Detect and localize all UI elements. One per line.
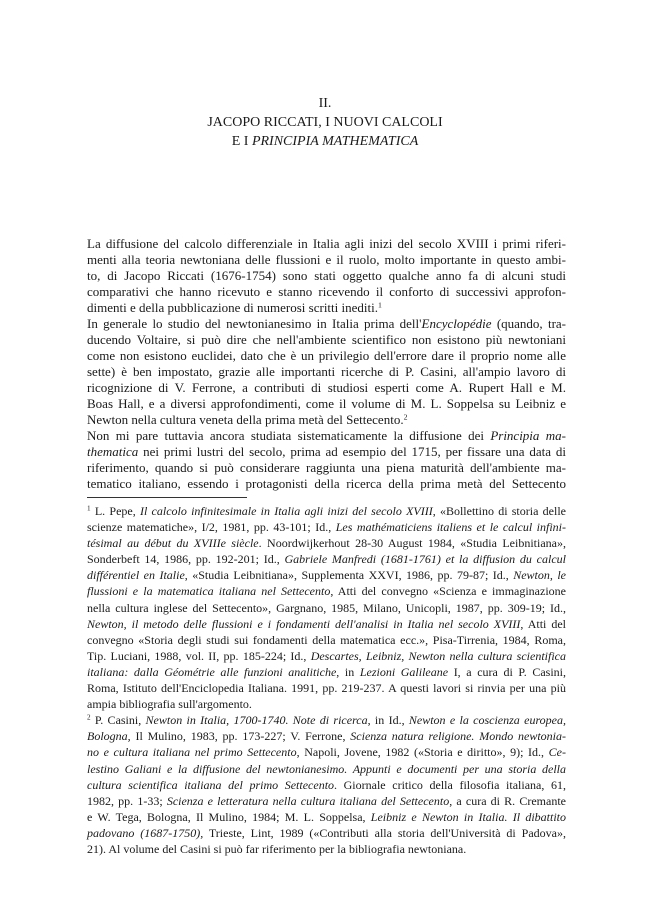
text-line	[87, 809, 566, 825]
text-line	[87, 300, 566, 316]
text-run: . Noordwijkerhout 28-30 August 1984, «Studia Leibnitiana»,	[258, 536, 566, 551]
italic-text-run: thematica	[87, 444, 139, 459]
footnotes	[87, 503, 566, 857]
italic-text-run: Newton, il metodo delle flussioni e i fondamenti dell'analisi in Italia nel secolo XVIII	[87, 616, 521, 631]
italic-text-run: Scienza e letteratura nella cultura italiana del Settecento	[166, 793, 450, 808]
text-line	[87, 396, 566, 412]
text-line	[87, 476, 566, 492]
text-run: dimenti e della pubblicazione di numerosi scritti inediti.	[87, 300, 378, 315]
italic-text-run: Il calcolo infinitesimale in Italia agli inizi del secolo XVIII	[139, 504, 433, 518]
text-run: (quando, tra-	[491, 316, 567, 331]
italic-text-run: Descartes, Leibniz, Newton nella cultura scientifica	[310, 648, 566, 663]
footnote-separator	[87, 497, 247, 498]
text-run: nei primi lustri del secolo, prima ad esempio del 1715, per fissare una data di	[138, 444, 566, 459]
chapter-title-line-2	[0, 132, 650, 151]
text-run: riferimento, quando si può considerare raggiunta una piena maturità dell'ambiente ma-	[87, 460, 566, 475]
italic-text-run: Gabriele Manfredi (1681-1761) et la diffusion du calcul	[284, 552, 566, 567]
text-run: , Atti del	[520, 616, 567, 631]
text-run: P. Casini,	[90, 713, 146, 728]
italic-text-run: Encyclopédie	[421, 316, 492, 331]
text-run: sette) è ben impostato, grazie alle importanti ricerche di P. Casini, all'ampio lavoro di	[87, 364, 566, 379]
text-run: ducendo Voltaire, si può dire che nell'ambiente scientifico non esistono più newtoniani	[87, 332, 566, 347]
text-run: In generale lo studio del newtonianesimo in Italia prima dell'	[87, 316, 422, 331]
italic-text-run: padovano (1687-1750),	[87, 825, 204, 840]
text-line	[87, 600, 566, 616]
italic-text-run: Newton, le	[513, 568, 567, 583]
text-run: 21). Al volume del Casini si può far riferimento per la bibliografia newtoniana.	[87, 841, 467, 856]
text-run: nella cultura inglese del Settecento», Gargnano, 1985, Milano, Unicopli, 1987, pp. 309-19; Id.,	[87, 600, 566, 615]
italic-text-run: Lezioni Galileane	[359, 664, 449, 679]
text-run: e W. Tega, Bologna, Il Mulino, 1984; M. L. Soppelsa,	[87, 809, 371, 824]
italic-text-run: différentiel en Italie	[87, 568, 185, 583]
chapter-number: II.	[318, 96, 332, 111]
text-line	[87, 364, 566, 380]
italic-text-run: Newton e la coscienza europea,	[408, 713, 566, 728]
text-line	[87, 712, 566, 728]
text-line	[87, 777, 566, 793]
text-run: ampia bibliografia sull'argomento.	[87, 697, 252, 712]
text-line	[87, 696, 566, 712]
italic-text-run: tésimal au début du XVIIIe siècle	[87, 536, 259, 551]
text-run: , «Studia Leibnitiana», Supplementa XXVI, 1986, pp. 79-87; Id.,	[184, 568, 514, 583]
text-line	[87, 535, 566, 551]
title-prefix: E I	[231, 134, 252, 149]
text-run: Sonderbeft 14, 1986, pp. 192-201; Id.,	[87, 552, 285, 567]
text-line	[87, 648, 566, 664]
italic-text-run: Ce-	[548, 745, 566, 760]
footnote-reference: 1	[377, 300, 382, 310]
text-run: , Napoli, Jovene, 1982 («Storia e diritto», 9); Id.,	[296, 745, 549, 760]
italic-text-run: no e cultura italiana nel primo Settecento	[87, 745, 297, 760]
text-run: Tip. Luciani, 1988, vol. II, pp. 185-224; Id.,	[87, 648, 311, 663]
text-run: ricognizione di V. Ferrone, a contributi di studiosi esperti come A. Rupert Hall e M.	[87, 380, 566, 395]
text-run: convegno «Storia degli studi sui fondamenti della matematica ecc.», Pisa-Tirrenia, 1984, Roma,	[87, 632, 566, 647]
text-line	[87, 284, 566, 300]
footnote-reference: 2	[87, 713, 91, 722]
text-line	[87, 793, 566, 809]
italic-text-run: Leibniz e Newton in Italia. Il dibattito	[370, 809, 566, 824]
italic-text-run: Les mathématiciens italiens et le calcul infini-	[335, 520, 566, 535]
text-run: to, di Jacopo Riccati (1676-1754) sono stati oggetto qualche anno fa di alcuni studi	[87, 268, 566, 283]
text-line	[87, 268, 566, 284]
text-run: Roma, Istituto dell'Enciclopedia Italiana. 1991, pp. 219-237. A questi lavori si rinvia per una più	[87, 681, 566, 696]
text-line	[87, 348, 566, 364]
paragraph	[87, 236, 566, 316]
text-line	[87, 825, 566, 841]
italic-text-run: Bologna,	[87, 729, 131, 744]
italic-text-run: Newton in Italia, 1700-1740. Note di ricerca	[145, 713, 368, 728]
text-line	[87, 632, 566, 648]
italic-text-run: Principia ma-	[490, 428, 566, 443]
text-run: , a cura di R. Cremante	[449, 793, 566, 808]
text-run: 1982, pp. 1-33;	[87, 793, 167, 808]
paragraph	[87, 316, 566, 428]
paragraph	[87, 428, 566, 492]
text-line	[87, 841, 566, 857]
text-run: come non esistono euclidei, dato che è un privilegio dell'errore dare il proprio nome alle	[87, 348, 566, 363]
text-run: , Atti del convegno «Scienza e immaginazione	[330, 584, 566, 599]
text-line	[87, 316, 566, 332]
text-line	[87, 519, 566, 535]
italic-text-run: flussioni e la matematica italiana nel Settecento	[87, 584, 331, 599]
text-line	[87, 236, 566, 252]
text-run: scienze matematiche», I/2, 1981, pp. 43-101; Id.,	[87, 520, 336, 535]
chapter-heading	[0, 94, 650, 151]
text-line	[87, 428, 566, 444]
text-line	[87, 616, 566, 632]
text-line	[87, 761, 566, 777]
text-run: I, a cura di P. Casini,	[448, 664, 566, 679]
italic-text-run: italiana: dalla Géométrie alle funzioni analitiche	[87, 664, 337, 679]
text-line	[87, 380, 566, 396]
italic-text-run: Scienza natura religione. Mondo newtonia-	[350, 729, 567, 744]
footnote-reference: 1	[87, 504, 91, 513]
text-run: . Giornale critico della filosofia italiana, 61,	[334, 777, 566, 792]
footnote	[87, 712, 566, 857]
body-text	[87, 236, 566, 492]
italic-text-run: lestino Galiani e la diffusione del newtonianesimo. Appunti e documenti per una storia della	[87, 761, 566, 776]
text-line	[87, 664, 566, 680]
text-run: Boas Hall, e a diversi approfondimenti, come il volume di M. L. Soppelsa su Leibniz e	[87, 396, 566, 411]
italic-text-run: cultura scientifica italiana del primo Settecento	[87, 777, 335, 792]
text-run: La diffusione del calcolo differenziale in Italia agli inizi del secolo XVIII i primi riferi-	[87, 236, 566, 251]
text-line	[87, 412, 566, 428]
footnote-reference: 2	[403, 412, 408, 422]
text-run: , «Bollettino di storia delle	[432, 504, 566, 518]
text-run: Newton nella cultura veneta della prima metà del Settecento.	[87, 412, 404, 427]
text-line	[87, 728, 566, 744]
text-run: Trieste, Lint, 1989 («Contributi alla storia dell'Università di Padova»,	[203, 825, 566, 840]
text-line	[87, 252, 566, 268]
text-line	[87, 460, 566, 476]
footnote	[87, 503, 566, 712]
text-line	[87, 503, 566, 519]
text-run: , in Id.,	[367, 713, 409, 728]
text-run: comparativi che hanno ricevuto e stanno ricevendo il conforto di successivi approfon-	[87, 284, 566, 299]
text-line	[87, 744, 566, 760]
text-run: Il Mulino, 1983, pp. 173-227; V. Ferrone,	[130, 729, 351, 744]
text-line	[87, 583, 566, 599]
text-line	[87, 567, 566, 583]
text-line	[87, 680, 566, 696]
text-run: , in	[336, 664, 360, 679]
text-line	[87, 551, 566, 567]
title-italic: PRINCIPIA MATHEMATICA	[251, 134, 419, 149]
text-run: Non mi pare tuttavia ancora studiata sistematicamente la diffusione dei	[87, 428, 491, 443]
text-run: tematico italiano, essendo i protagonisti della ricerca della prima metà del Settecento	[87, 476, 566, 491]
text-run: L. Pepe,	[90, 504, 140, 518]
text-run: menti alla teoria newtoniana delle flussioni e il ruolo, molto importante in questo ambi-	[87, 252, 566, 267]
text-line	[87, 332, 566, 348]
text-line	[87, 444, 566, 460]
chapter-title-line-1: JACOPO RICCATI, I NUOVI CALCOLI	[207, 115, 443, 130]
